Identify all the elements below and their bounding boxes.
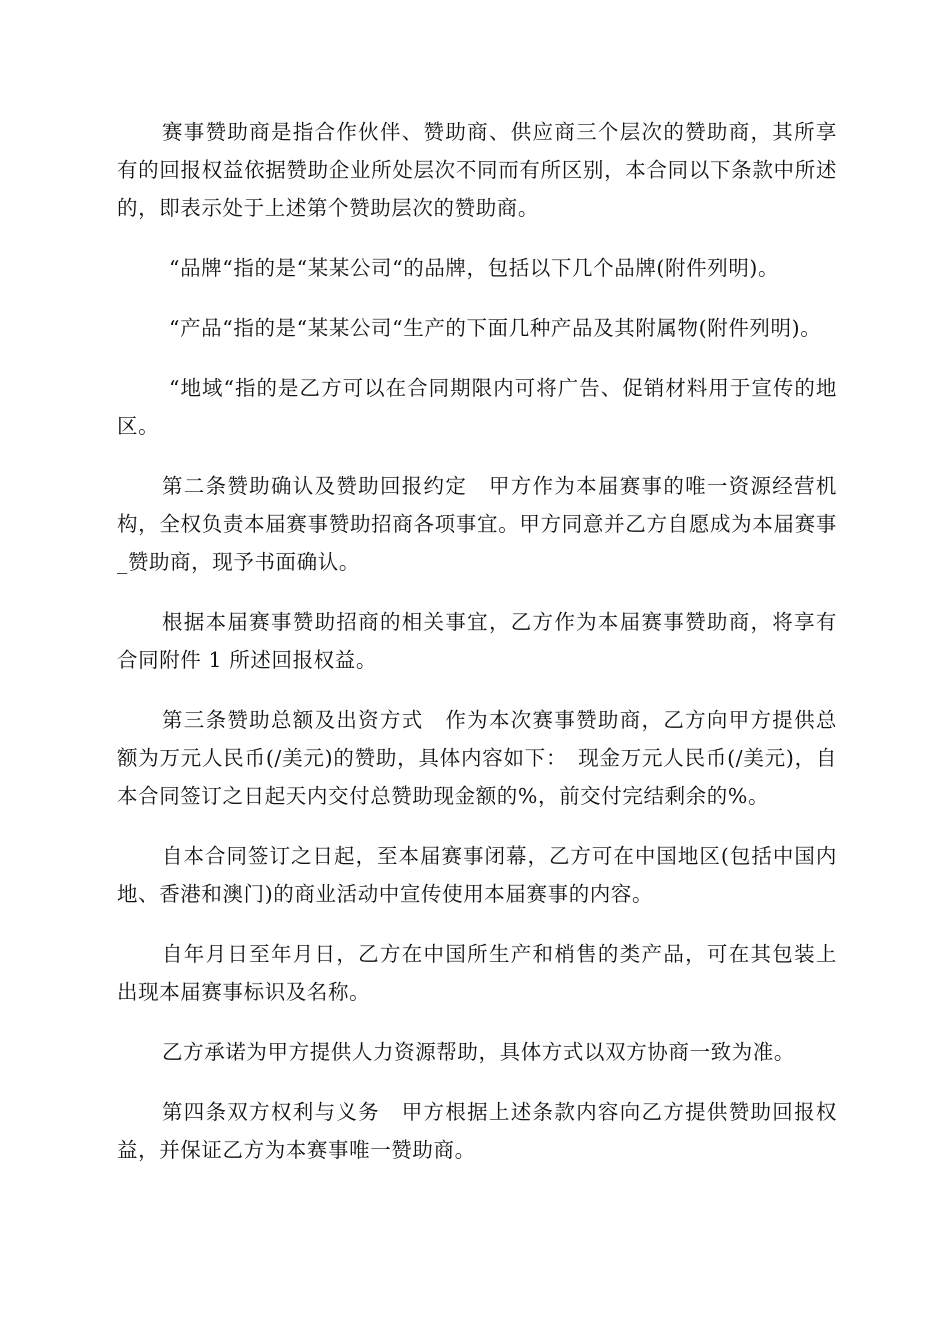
paragraph-article-2: 第二条赞助确认及赞助回报约定 甲方作为本届赛事的唯一资源经营机构，全权负责本届赛事赞助招商各项事宜。甲方同意并乙方自愿成为本届赛事_赞助商，现予书面确认。 bbox=[117, 474, 837, 574]
document-body bbox=[117, 113, 837, 1191]
paragraph-return-rights: 根据本届赛事赞助招商的相关事宜，乙方作为本届赛事赞助商，将享有合同附件 1 所述回报权益。 bbox=[117, 610, 837, 672]
paragraph-article-3: 第三条赞助总额及出资方式 作为本次赛事赞助商，乙方向甲方提供总额为万元人民币(/美元)的赞助，具体内容如下： 现金万元人民币(/美元)，自本合同签订之日起天内交付总赞助现金额的%，前交付完结剩余的%。 bbox=[117, 708, 837, 808]
paragraph-human-resources: 乙方承诺为甲方提供人力资源帮助，具体方式以双方协商一致为准。 bbox=[162, 1040, 795, 1064]
paragraph-sponsor-definition: 赛事赞助商是指合作伙伴、赞助商、供应商三个层次的赞助商，其所享有的回报权益依据赞助企业所处层次不同而有所区别，本合同以下条款中所述的，即表示处于上述第个赞助层次的赞助商。 bbox=[117, 120, 837, 220]
paragraph-packaging: 自年月日至年月日，乙方在中国所生产和梢售的类产品，可在其包装上出现本届赛事标识及名称。 bbox=[117, 942, 837, 1004]
paragraph-promotion-use: 自本合同签订之日起，至本届赛事闭幕，乙方可在中国地区(包括中国内地、香港和澳门)的商业活动中宣传使用本届赛事的内容。 bbox=[117, 844, 837, 906]
paragraph-region-definition: “地域“指的是乙方可以在合同期限内可将广告、促销材料用于宣传的地区。 bbox=[117, 376, 837, 438]
paragraph-product-definition: “产品“指的是“某某公司“生产的下面几种产品及其附属物(附件列明)。 bbox=[169, 316, 822, 340]
paragraph-article-4: 第四条双方权利与义务 甲方根据上述条款内容向乙方提供赞助回报权益，并保证乙方为本赛事唯一赞助商。 bbox=[117, 1100, 837, 1162]
paragraph-brand-definition: “品牌“指的是“某某公司“的品牌，包括以下几个品牌(附件列明)。 bbox=[169, 256, 780, 280]
